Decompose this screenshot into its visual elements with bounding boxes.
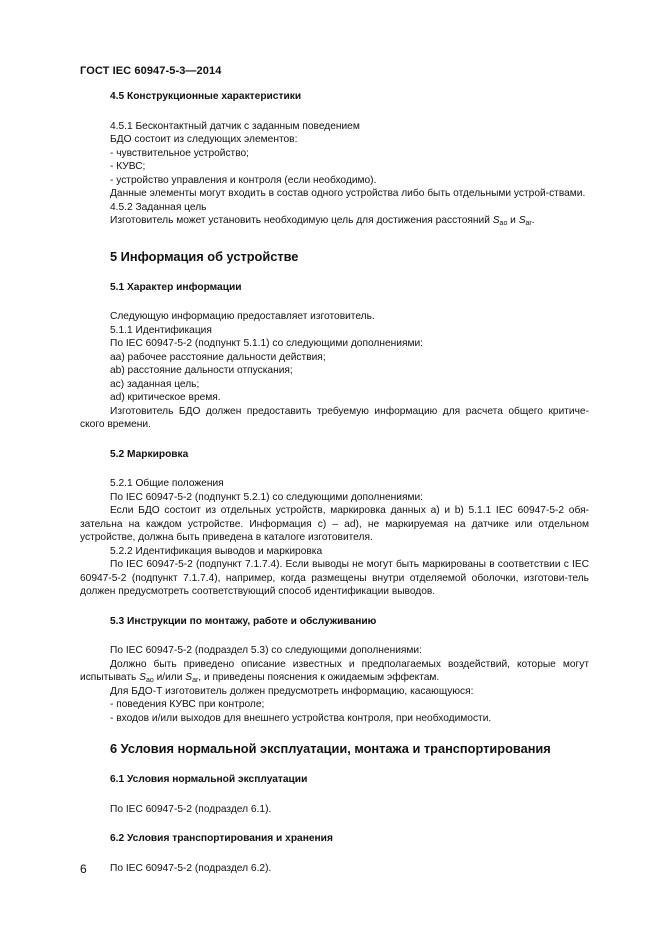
paragraph: 4.5.1 Бесконтактный датчик с заданным поведением <box>110 120 360 132</box>
paragraph: По IEC 60947-5-2 (подпункт 5.2.1) со следующими дополнениями: <box>110 491 424 503</box>
standard-header: ГОСТ IEC 60947-5-3—2014 <box>80 65 222 77</box>
paragraph: 5.2.1 Общие положения <box>110 478 224 489</box>
paragraph: По IEC 60947-5-2 (подраздел 5.3) со следующими дополнениями: <box>110 645 422 656</box>
paragraph: 5.2.2 Идентификация выводов и маркировка <box>110 545 323 557</box>
list-item: aa) рабочее расстояние дальности действия; <box>110 351 326 363</box>
paragraph: 4.5.2 Заданная цель <box>110 201 207 213</box>
page-content <box>80 90 589 875</box>
paragraph: 5.1.1 Идентификация <box>110 324 212 336</box>
paragraph: Должно быть приведено описание известных и предполагаемых воздействий, которые могут испытывать $S_{ao}$ и/или $S_{ar}$, и приведены пояснения к ожидаемым эффектам. <box>80 658 589 684</box>
paragraph: По IEC 60947-5-2 (подраздел 6.1). <box>110 803 272 815</box>
section-6-title: 6 Условия нормальной эксплуатации, монтажа и транспортирования <box>110 741 551 756</box>
section-4-5-title: 4.5 Конструкционные характеристики <box>110 91 302 102</box>
paragraph: Следующую информацию предоставляет изготовитель. <box>110 311 375 322</box>
section-6-1-title: 6.1 Условия нормальной эксплуатации <box>110 774 308 785</box>
list-item: - чувствительное устройство; <box>110 147 250 159</box>
list-item: - устройство управления и контроля (если необходимо). <box>110 174 377 186</box>
paragraph: Если БДО состоит из отдельных устройств, маркировка данных a) и b) 5.1.1 IEC 60947-5-2 обя-зательна на каждом устройстве. Информация c) – ad), не маркируемая на датчике или отдельном устройстве, должна быть приведена в каталоге изготовителя. <box>80 505 589 543</box>
section-6-2-title: 6.2 Условия транспортирования и хранения <box>110 833 333 844</box>
paragraph: Для БДО-Т изготовитель должен предусмотреть информацию, касающуюся: <box>110 685 474 697</box>
section-5-3-title: 5.3 Инструкции по монтажу, работе и обслуживанию <box>110 615 377 627</box>
paragraph: Изготовитель БДО должен предоставить требуемую информацию для расчета общего критиче-ского времени. <box>80 405 589 430</box>
paragraph: По IEC 60947-5-2 (подпункт 5.1.1) со следующими дополнениями: <box>110 338 424 349</box>
list-item: - КУВС; <box>110 161 146 172</box>
paragraph: По IEC 60947-5-2 (подраздел 6.2). <box>110 862 272 874</box>
paragraph: Данные элементы могут входить в состав одного устройства либо быть отдельными устрой-ствами. <box>110 188 586 199</box>
paragraph: Изготовитель может установить необходимую цель для достижения расстояний $S_{ao}$ и $S_{ar}$. <box>110 215 535 227</box>
section-5-2-title: 5.2 Маркировка <box>110 448 189 460</box>
page-number: 6 <box>80 862 87 876</box>
list-item: - поведения КУВС при контроле; <box>110 699 265 710</box>
paragraph: БДО состоит из следующих элементов: <box>110 134 298 145</box>
list-item: - входов и/или выходов для внешнего устройства контроля, при необходимости. <box>110 712 492 724</box>
section-5-1-title: 5.1 Характер информации <box>110 281 242 293</box>
list-item: ab) расстояние дальности отпускания; <box>110 365 293 376</box>
section-5-title: 5 Информация об устройстве <box>110 248 299 264</box>
paragraph: По IEC 60947-5-2 (подпункт 7.1.7.4). Если выводы не могут быть маркированы в соответствии с IEC 60947-5-2 (подпункт 7.1.7.4), например, когда размещены внутри отделяемой оболочки, изготови-тель должен предусмотреть соответствующий способ идентификации выводов. <box>80 559 589 597</box>
list-item: ad) критическое время. <box>110 392 221 403</box>
list-item: ac) заданная цель; <box>110 378 200 390</box>
